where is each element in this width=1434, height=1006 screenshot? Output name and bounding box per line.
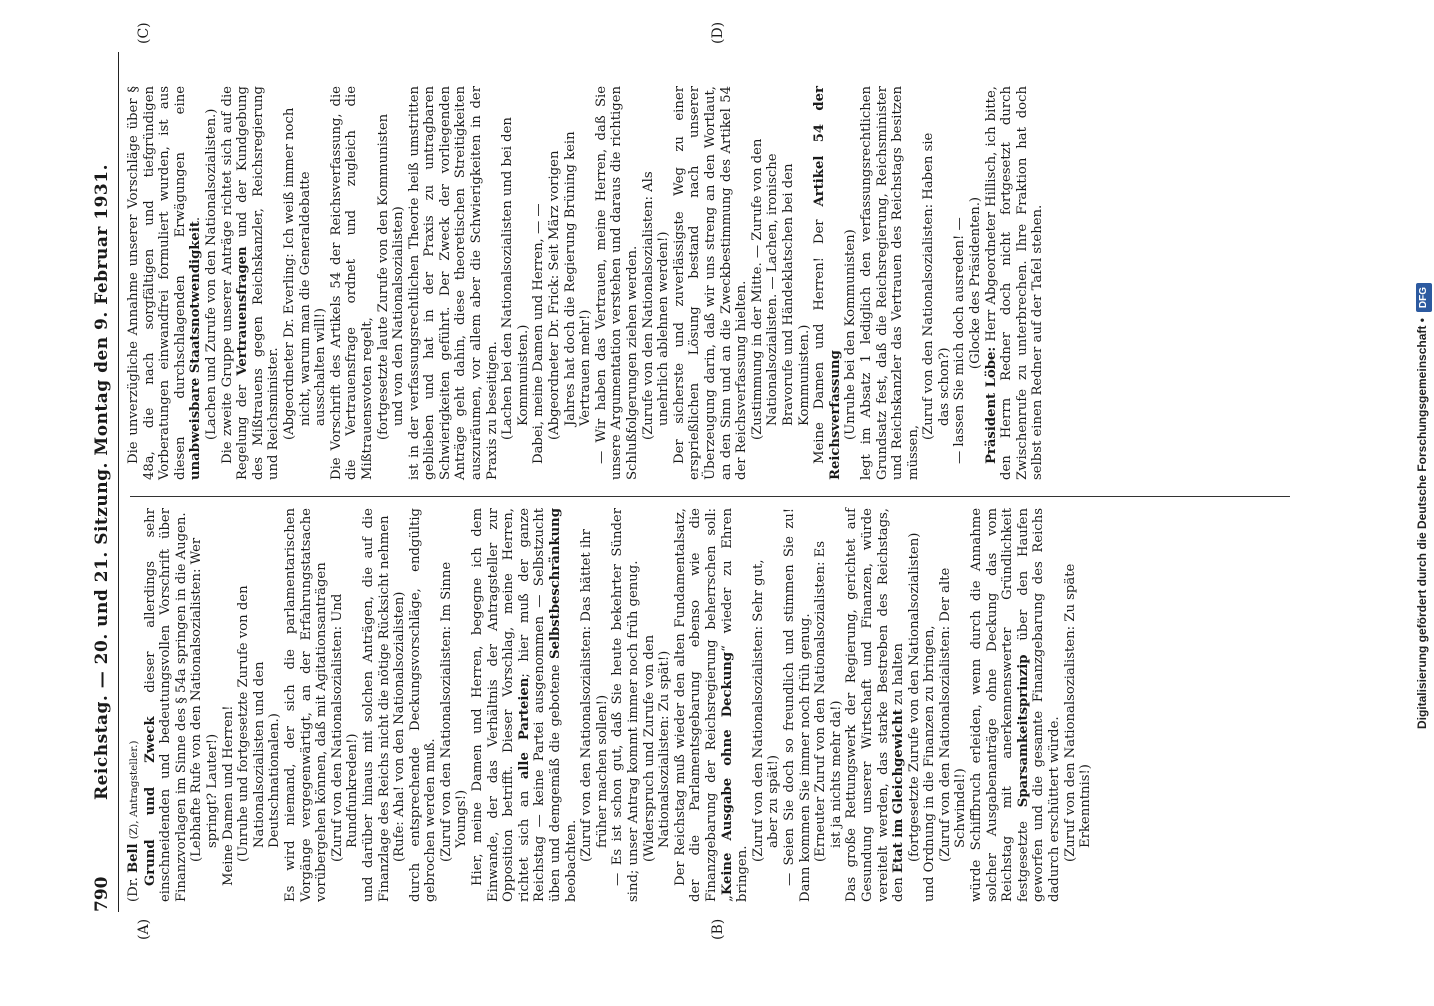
interjection: (Lachen und Zurufe von den Nationalsozialisten.) bbox=[203, 108, 219, 440]
interjection: (Zustimmung in der Mitte. — Zurufe von den Nationalsozialisten. — Lachen, ironische Bravorufe und Händeklatschen bei den Kommunisten.) bbox=[749, 138, 812, 440]
text-run: Die zweite Gruppe unserer Anträge richtet sich auf die Regelung der bbox=[219, 86, 251, 480]
paragraph: Es wird niemand, der sich die parlamentarischen Vorgänge vergegenwärtigt, an der Erfahrungstatsache vorübergehen können, daß mit Agitationsanträgen bbox=[282, 508, 330, 902]
speaker-line bbox=[126, 508, 143, 902]
paragraph bbox=[126, 86, 204, 480]
text-run: Das große Rettungswerk der Regierung, gerichtet auf Gesundung unserer Wirtschaft und Finanzen, würde vereitelt werden, das starke Bestreben des Reichstags, den bbox=[844, 508, 907, 902]
emphasized-text: Vertrauensfragen bbox=[235, 246, 251, 376]
text-run: dieser allerdings sehr einschneidenden und bedeutungsvollen Vorschrift über Finanzvorlagen im Sinne des § 54a springen in die Augen. bbox=[142, 508, 189, 902]
paragraph bbox=[844, 508, 906, 902]
text-run: . bbox=[188, 216, 204, 222]
interjection: (Zurufe von den Nationalsozialisten: Als unehrlich ablehnen werden!) bbox=[640, 171, 672, 440]
emphasized-text: unabweisbare Staatsnotwendigkeit bbox=[188, 221, 204, 480]
right-column bbox=[126, 86, 1046, 480]
margin-marker-c: (C) bbox=[136, 22, 152, 44]
interjection: (fortgesetzte laute Zurufe von den Kommunisten und von den Nationalsozialisten) bbox=[375, 113, 407, 440]
interjection: (Zuruf von den Nationalsozialisten: Im Sinne Youngs!) bbox=[438, 561, 470, 862]
paragraph: Der sicherste und zuverlässigste Weg zu einer ersprießlichen Lösung bestand nach unserer Überzeugung darin, daß wir uns streng an den Wortlaut, an den Sinn und an die Zweckbestimmung des Artikel 54 der Reichsverfassung hielten. bbox=[671, 86, 750, 480]
interjection: (Abgeordneter Dr. Frick: Seit März vorigen Jahres hat doch die Regierung Brüning kein Vertrauen mehr!) bbox=[547, 131, 594, 440]
text-run: Herr Abgeordneter Hillisch, ich bitte, den Herrn Redner doch nicht fortgesetzt durch Zwischenrufe zu unterbrechen. Ihre Fraktion hat doch selbst einen Redner auf der Tafel stehen. bbox=[983, 86, 1046, 480]
interjection: (fortgesetzte Zurufe von den Nationalsozialisten) bbox=[906, 532, 922, 862]
text-run: Die unverzügliche Annahme unserer Vorschläge über § 48a, die nach sorgfältigen und tiefgründigen Vorberatungen einwandfrei formuliert wurden, ist aus diesen durchschlagenden Erwägungen eine bbox=[126, 86, 188, 480]
text-run: ; hier muß der ganze Reichstag — keine Partei ausgenommen — Selbstzucht üben und demgemäß die gebotene bbox=[516, 508, 564, 902]
emphasized-text: Etat im Gleichgewicht bbox=[891, 709, 907, 874]
interjection: (Zuruf von den Nationalsozialisten: Das hättet ihr früher machen sollen!) bbox=[579, 529, 610, 862]
emphasized-text: Präsident Löbe: bbox=[983, 346, 999, 464]
header-rule bbox=[118, 52, 119, 912]
text-run: würde Schiffbruch erleiden, wenn durch die Annahme solcher Ausgabenanträge ohne Deckung das vom Reichstag mit anerkennenswerter Gründlichkeit festgesetzte bbox=[969, 508, 1031, 902]
text-run: über den Haufen geworfen und die gesamte Finanzgebarung des Reichs dadurch erschüttert würde. bbox=[1015, 508, 1063, 902]
paragraph bbox=[470, 508, 579, 902]
text-run: “ wieder zu Ehren bringen. bbox=[719, 507, 751, 902]
interjection: (Zuruf von den Nationalsozialisten: Der alte Schwindel!) bbox=[937, 567, 969, 862]
emphasized-text: alle Parteien bbox=[516, 677, 532, 780]
emphasized-text: Sparsamkeitsprinzip bbox=[1015, 654, 1031, 808]
emphasized-text: Grund und Zweck bbox=[142, 716, 158, 886]
paragraph: Meine Damen und Herren! bbox=[220, 705, 236, 886]
paragraph bbox=[984, 86, 1046, 480]
interjection: (Zuruf von den Nationalsozialisten: Sehr gut, aber zu spät!) bbox=[750, 559, 782, 862]
digitization-sidebar bbox=[1410, 0, 1434, 1000]
paragraph: — lassen Sie mich doch ausreden! — bbox=[952, 217, 968, 464]
interjection: (Erneuter Zuruf von den Nationalsozialisten: Es ist ja nichts mehr da!) bbox=[813, 541, 844, 862]
digitization-note bbox=[1410, 6, 1434, 1006]
page-header bbox=[92, 52, 118, 912]
text-run: beobachten. bbox=[563, 819, 579, 902]
text-run: Meine Damen und Herren! Der bbox=[812, 206, 828, 464]
paragraph bbox=[812, 86, 843, 480]
left-column bbox=[126, 508, 1094, 902]
paragraph bbox=[143, 508, 190, 902]
interjection: (Zuruf von den Nationalsozialisten: Und Rundfunkreden!) bbox=[329, 593, 361, 862]
interjection: (Zuruf von den Nationalsozialisten: Zu späte Erkenntnis!) bbox=[1062, 563, 1094, 862]
right-column-body bbox=[126, 86, 1046, 480]
speaker-role: (Z), Antragsteller.) bbox=[128, 740, 140, 840]
text-run: Der Reichstag muß wieder den alten Fundamentalsatz, der die Parlamentsgebarung ebenso wie die Finanzgebarung der Reichsregierung beherrschen soll: „ bbox=[672, 508, 735, 902]
margin-marker-d: (D) bbox=[710, 21, 726, 44]
paragraph bbox=[969, 508, 1063, 902]
paragraph: legt im Absatz 1 lediglich den verfassungsrechtlichen Grundsatz fest, daß die Reichsregierung, Reichsminister und Reichskanzler das Vertrauen des Reichstags besitzen müssen, bbox=[858, 86, 921, 480]
paragraph: — Seien Sie doch so freundlich und stimmen Sie zu! Dann kommen Sie immer noch früh genug. bbox=[781, 508, 813, 902]
column-divider bbox=[130, 496, 1290, 497]
interjection: (Lachen bei den Nationalsozialisten und bei den Kommunisten.) bbox=[500, 117, 531, 440]
text-run: zu halten bbox=[891, 643, 907, 710]
interjection: (Widerspruch und Zurufe von den Nationalsozialisten: Zu spät!) bbox=[641, 634, 673, 862]
margin-marker-b: (B) bbox=[710, 918, 726, 940]
digitization-text: Digitalisierung gefördert durch die Deutsche Forschungsgemeinschaft • bbox=[1415, 318, 1429, 730]
paragraph bbox=[673, 508, 751, 902]
page-number: 790 bbox=[92, 876, 112, 912]
paragraph: — Es ist schon gut, daß Sie heute bekehrter Sünder sind; unser Antrag kommt immer noch früh genug. bbox=[610, 508, 641, 902]
text-run: und der Kundgebung des Mißtrauens gegen Reichskanzler, Reichsregierung und Reichsminister. bbox=[235, 86, 282, 480]
paragraph: und darüber hinaus mit solchen Anträgen, die auf die Finanzlage des Reichs nicht die nötige Rücksicht nehmen bbox=[360, 508, 392, 902]
emphasized-text: Selbstbeschränkung bbox=[548, 508, 564, 659]
interjection: (Glocke des Präsidenten.) bbox=[968, 196, 984, 370]
interjection: (Lebhafte Rufe von den Nationalsozialisten: Wer springt? Lauter!) bbox=[189, 537, 220, 862]
interjection: (Unruhe und fortgesetzte Zurufe von den Nationalsozialisten und den Deutschnationalen.) bbox=[236, 585, 283, 862]
speaker-name: Bell bbox=[126, 843, 141, 874]
emphasized-text: Artikel 54 der Reichsverfassung bbox=[812, 86, 843, 480]
interjection: (Abgeordneter Dr. Everling: Ich weiß immer noch nicht, warum man die Generaldebatte ausschalten will!) bbox=[281, 107, 329, 440]
interjection: (Rufe: Aha! von den Nationalsozialisten) bbox=[392, 591, 408, 862]
paragraph: Die Vorschrift des Artikels 54 der Reichsverfassung, die die Vertrauensfrage ordnet und zugleich die Mißtrauensvoten regelt, bbox=[328, 86, 375, 480]
paragraph: ist in der verfassungsrechtlichen Theorie heiß umstritten geblieben und hat in der Praxis zu untragbaren Schwierigkeiten geführt. Der Zweck der vorliegenden Anträge geht dahin, diese theoretischen Streitigkeiten auszuräumen, vor allem aber die Schwierigkeiten in der Praxis zu beseitigen. bbox=[406, 86, 500, 480]
interjection: (Zuruf von den Nationalsozialisten: Haben sie das schon?) bbox=[921, 132, 952, 440]
speaker-prefix: (Dr. bbox=[126, 877, 141, 902]
text-run: Hier, meine Damen und Herren, begegne ich dem Einwande, der das Verhältnis der Antragsteller zur Opposition betrifft. Dieser Vorschlag, meine Herren, richtet sich an bbox=[470, 508, 532, 902]
emphasized-text: Keine Ausgabe ohne Deckung bbox=[719, 651, 735, 896]
paragraph: durch entsprechende Deckungsvorschläge, endgültig gebrochen werden muß. bbox=[407, 508, 439, 902]
margin-marker-a: (A) bbox=[136, 918, 152, 940]
left-column-body bbox=[143, 508, 1094, 902]
paragraph: — Wir haben das Vertrauen, meine Herren, daß Sie unsere Argumentation verstehen und daraus die richtigen Schlußfolgerungen ziehen werden. bbox=[593, 86, 640, 480]
interjection: (Unruhe bei den Kommunisten) bbox=[843, 229, 859, 440]
paragraph: Dabei, meine Damen und Herren, — — bbox=[531, 203, 547, 464]
dfg-logo: DFG bbox=[1416, 283, 1432, 312]
paragraph: und Ordnung in die Finanzen zu bringen, bbox=[922, 625, 938, 902]
running-title: Reichstag. — 20. und 21. Sitzung. Montag den 9. Februar 1931. bbox=[92, 164, 112, 801]
paragraph bbox=[220, 86, 282, 480]
